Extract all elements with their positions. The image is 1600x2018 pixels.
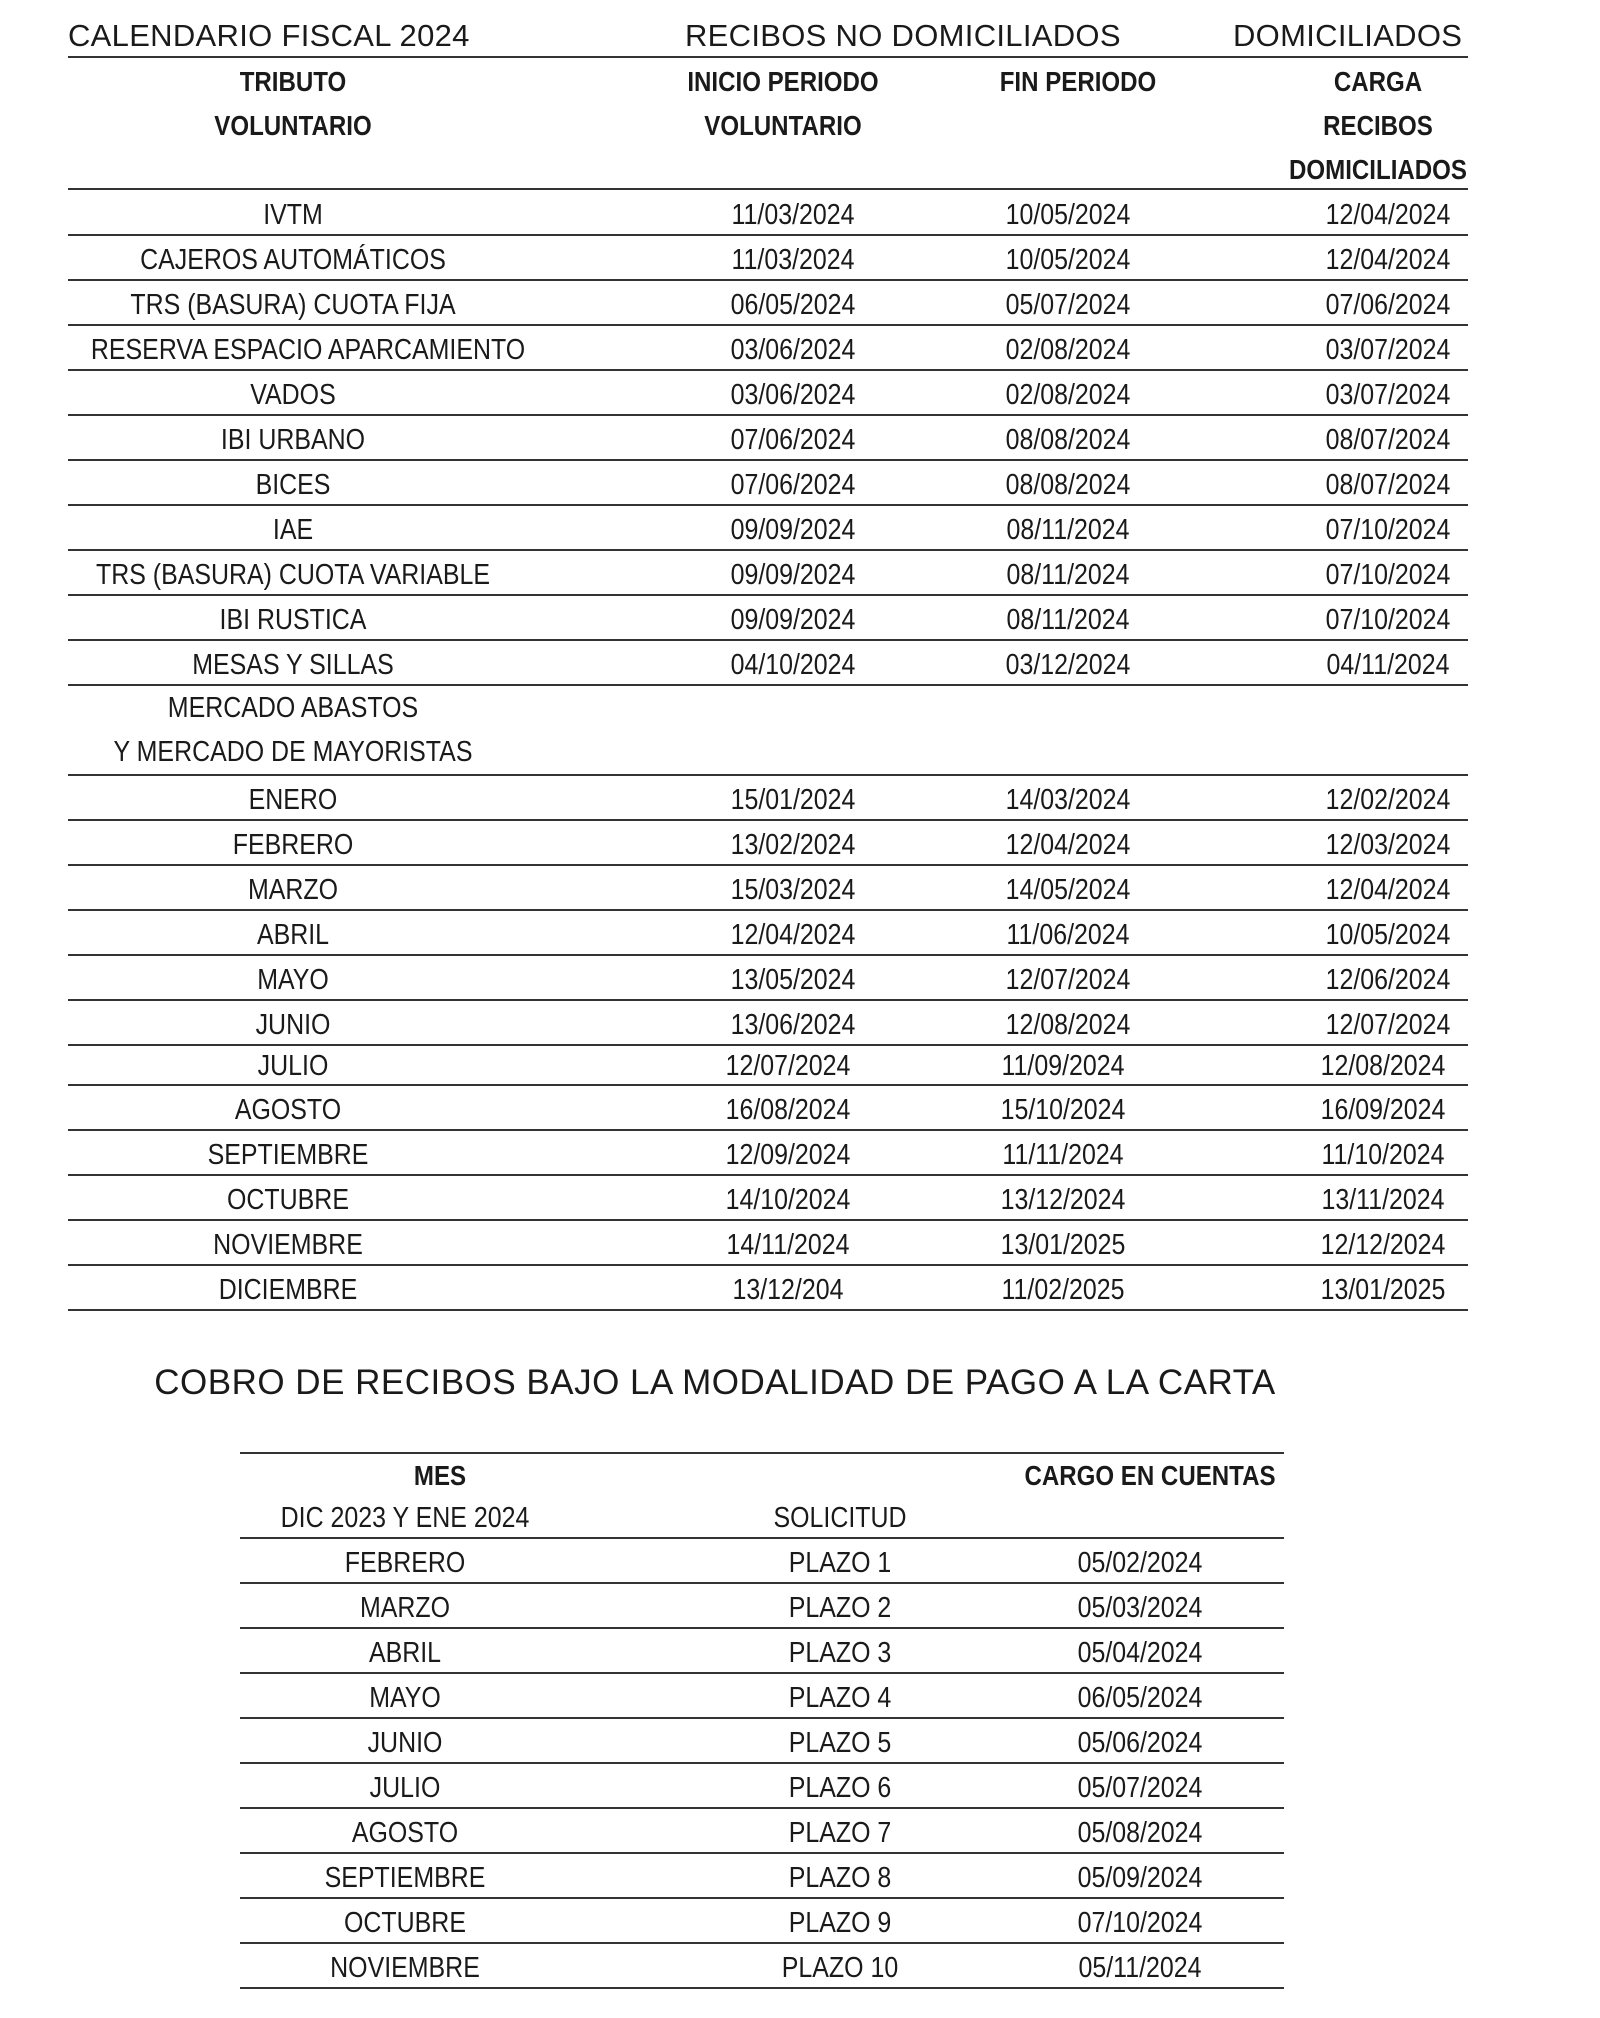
- table-row: [68, 506, 1468, 551]
- plazo-label: PLAZO 7: [788, 1817, 892, 1849]
- table-row: [68, 641, 1468, 686]
- tributo-cell: CAJEROS AUTOMÁTICOS: [140, 244, 446, 276]
- fin-cell: 08/11/2024: [1006, 604, 1130, 636]
- month-row: [68, 1266, 1468, 1311]
- carga-cell: 07/06/2024: [1325, 289, 1451, 321]
- tributo-cell: MESAS Y SILLAS: [192, 649, 394, 681]
- fin-cell: 03/12/2024: [1005, 649, 1131, 681]
- header-fin: [949, 60, 1207, 104]
- month-row: [68, 1046, 1468, 1086]
- mercado-heading-row: [68, 686, 1468, 776]
- header-tributo-line1: TRIBUTO: [239, 66, 347, 97]
- inicio-cell: 04/10/2024: [730, 649, 856, 681]
- mes-cell: DICIEMBRE: [218, 1274, 358, 1306]
- inicio-cell: 11/03/2024: [731, 244, 855, 276]
- no-domiciliados-heading: RECIBOS NO DOMICILIADOS: [685, 18, 1121, 53]
- plazo-mes: SEPTIEMBRE: [324, 1862, 486, 1894]
- carga-cell: 12/03/2024: [1325, 829, 1451, 861]
- plazo-row: [240, 1719, 1284, 1764]
- carga-cell: 12/02/2024: [1325, 784, 1451, 816]
- inicio-cell: 12/07/2024: [725, 1050, 851, 1082]
- fin-cell: 13/01/2025: [1000, 1229, 1126, 1261]
- plazo-label: PLAZO 1: [788, 1547, 892, 1579]
- inicio-cell: 15/01/2024: [730, 784, 856, 816]
- fin-cell: 05/07/2024: [1005, 289, 1131, 321]
- mes-cell: OCTUBRE: [227, 1184, 349, 1216]
- plazo-cargo: 05/11/2024: [1078, 1952, 1202, 1984]
- plazo-cargo: 05/07/2024: [1077, 1772, 1203, 1804]
- mes-cell: JULIO: [257, 1050, 329, 1082]
- plazo-cargo: 05/08/2024: [1077, 1817, 1203, 1849]
- plazo-label: PLAZO 8: [788, 1862, 892, 1894]
- plazo-label: PLAZO 5: [788, 1727, 892, 1759]
- pago-carta-title-text: COBRO DE RECIBOS BAJO LA MODALIDAD DE PAGO A LA CARTA: [154, 1363, 1276, 1402]
- mes-cell: ENERO: [248, 784, 338, 816]
- mercado-heading: [91, 686, 495, 774]
- header-tributo-line2: VOLUNTARIO: [214, 110, 372, 141]
- header-inicio-line1: INICIO PERIODO: [687, 66, 879, 97]
- fin-cell: 10/05/2024: [1005, 244, 1131, 276]
- header-cargo: CARGO EN CUENTAS: [1024, 1460, 1276, 1491]
- plazo-label: PLAZO 2: [788, 1592, 892, 1624]
- fin-cell: 14/03/2024: [1005, 784, 1131, 816]
- plazo-mes: AGOSTO: [351, 1817, 459, 1849]
- fin-cell: 08/11/2024: [1006, 559, 1130, 591]
- tributo-cell: IAE: [272, 514, 314, 546]
- carga-cell: 12/07/2024: [1325, 1009, 1451, 1041]
- header-inicio: [641, 60, 925, 148]
- calendar-header: [68, 14, 1468, 58]
- inicio-cell: 13/05/2024: [730, 964, 856, 996]
- month-row: [68, 1131, 1468, 1176]
- plazo-row: [240, 1539, 1284, 1584]
- plazo-label: PLAZO 10: [781, 1952, 899, 1984]
- calendar-title: CALENDARIO FISCAL 2024: [68, 18, 470, 53]
- inicio-cell: 13/02/2024: [730, 829, 856, 861]
- inicio-cell: 06/05/2024: [730, 289, 856, 321]
- mes-cell: FEBRERO: [232, 829, 354, 861]
- fin-cell: 13/12/2024: [1000, 1184, 1126, 1216]
- fin-cell: 11/11/2024: [1002, 1139, 1124, 1171]
- plazo-label: PLAZO 3: [788, 1637, 892, 1669]
- plazo-cargo: 05/02/2024: [1077, 1547, 1203, 1579]
- inicio-cell: 11/03/2024: [731, 199, 855, 231]
- plazo-mes: MARZO: [359, 1592, 451, 1624]
- table-row: [68, 236, 1468, 281]
- inicio-cell: 09/09/2024: [730, 559, 856, 591]
- fin-cell: 12/04/2024: [1005, 829, 1131, 861]
- header-fin-line1: FIN PERIODO: [999, 66, 1157, 97]
- carga-cell: 07/10/2024: [1325, 559, 1451, 591]
- fin-cell: 08/08/2024: [1005, 424, 1131, 456]
- month-row: [68, 1086, 1468, 1131]
- carga-cell: 12/04/2024: [1325, 874, 1451, 906]
- fin-cell: 15/10/2024: [1000, 1094, 1126, 1126]
- fin-cell: 14/05/2024: [1005, 874, 1131, 906]
- mes-cell: MAYO: [257, 964, 329, 996]
- carga-cell: 11/10/2024: [1321, 1139, 1445, 1171]
- inicio-cell: 07/06/2024: [730, 424, 856, 456]
- pago-carta-header: [240, 1454, 1284, 1494]
- carga-cell: 12/04/2024: [1325, 244, 1451, 276]
- plazo-row: [240, 1854, 1284, 1899]
- plazo-cargo: 05/06/2024: [1077, 1727, 1203, 1759]
- solicitud-label: SOLICITUD: [773, 1502, 907, 1534]
- inicio-cell: 14/10/2024: [725, 1184, 851, 1216]
- carga-cell: 08/07/2024: [1325, 469, 1451, 501]
- plazo-cargo: 05/09/2024: [1077, 1862, 1203, 1894]
- fin-cell: 08/08/2024: [1005, 469, 1131, 501]
- tributo-cell: TRS (BASURA) CUOTA FIJA: [130, 289, 456, 321]
- plazo-mes: FEBRERO: [344, 1547, 466, 1579]
- plazo-row: [240, 1944, 1284, 1989]
- plazo-mes: MAYO: [369, 1682, 441, 1714]
- carga-cell: 12/04/2024: [1325, 199, 1451, 231]
- fiscal-table: [68, 191, 1468, 1311]
- plazo-label: PLAZO 4: [788, 1682, 892, 1714]
- inicio-cell: 03/06/2024: [730, 334, 856, 366]
- carga-cell: 16/09/2024: [1320, 1094, 1446, 1126]
- mes-cell: ABRIL: [256, 919, 330, 951]
- month-row: [68, 1001, 1468, 1046]
- header-carga: [1249, 60, 1507, 192]
- header-carga-line2: RECIBOS: [1323, 110, 1433, 141]
- plazo-mes: JULIO: [369, 1772, 441, 1804]
- header-inicio-line2: VOLUNTARIO: [704, 110, 862, 141]
- plazo-cargo: 05/04/2024: [1077, 1637, 1203, 1669]
- fin-cell: 11/09/2024: [1001, 1050, 1125, 1082]
- inicio-cell: 14/11/2024: [726, 1229, 850, 1261]
- header-carga-line1: CARGA: [1333, 66, 1423, 97]
- inicio-cell: 09/09/2024: [730, 514, 856, 546]
- fin-cell: 10/05/2024: [1005, 199, 1131, 231]
- month-row: [68, 1176, 1468, 1221]
- plazo-row: [240, 1764, 1284, 1809]
- plazo-row: [240, 1809, 1284, 1854]
- mes-cell: MARZO: [247, 874, 339, 906]
- plazo-row: [240, 1629, 1284, 1674]
- inicio-cell: 07/06/2024: [730, 469, 856, 501]
- month-row: [68, 821, 1468, 866]
- domiciliados-heading: DOMICILIADOS: [1233, 18, 1463, 53]
- carga-cell: 10/05/2024: [1325, 919, 1451, 951]
- inicio-cell: 13/12/204: [732, 1274, 844, 1306]
- tributo-cell: IBI URBANO: [220, 424, 366, 456]
- carga-cell: 07/10/2024: [1325, 604, 1451, 636]
- fin-cell: 02/08/2024: [1005, 334, 1131, 366]
- table-row: [68, 326, 1468, 371]
- mes-cell: SEPTIEMBRE: [207, 1139, 369, 1171]
- tributo-cell: BICES: [255, 469, 331, 501]
- carga-cell: 12/06/2024: [1325, 964, 1451, 996]
- plazo-cargo: 05/03/2024: [1077, 1592, 1203, 1624]
- table-row: [68, 371, 1468, 416]
- plazo-label: PLAZO 9: [788, 1907, 892, 1939]
- fin-cell: 12/08/2024: [1005, 1009, 1131, 1041]
- month-row: [68, 911, 1468, 956]
- carga-cell: 12/12/2024: [1320, 1229, 1446, 1261]
- mes-cell: AGOSTO: [234, 1094, 342, 1126]
- table-row: [68, 191, 1468, 236]
- pago-carta-title: [0, 1363, 1600, 1403]
- plazo-label: PLAZO 6: [788, 1772, 892, 1804]
- fin-cell: 11/06/2024: [1006, 919, 1130, 951]
- header-mes: MES: [413, 1460, 467, 1491]
- pago-carta-table: [240, 1452, 1284, 1989]
- carga-cell: 13/01/2025: [1320, 1274, 1446, 1306]
- tributo-cell: IVTM: [263, 199, 323, 231]
- fin-cell: 12/07/2024: [1005, 964, 1131, 996]
- plazo-cargo: 06/05/2024: [1077, 1682, 1203, 1714]
- month-row: [68, 866, 1468, 911]
- plazo-row: [240, 1899, 1284, 1944]
- column-headers: [68, 58, 1468, 190]
- plazo-cargo: 07/10/2024: [1077, 1907, 1203, 1939]
- inicio-cell: 09/09/2024: [730, 604, 856, 636]
- carga-cell: 03/07/2024: [1325, 334, 1451, 366]
- fin-cell: 11/02/2025: [1001, 1274, 1125, 1306]
- tributo-cell: VADOS: [250, 379, 336, 411]
- carga-cell: 08/07/2024: [1325, 424, 1451, 456]
- plazo-mes: JUNIO: [367, 1727, 443, 1759]
- inicio-cell: 12/09/2024: [725, 1139, 851, 1171]
- plazo-row: [240, 1674, 1284, 1719]
- month-row: [68, 1221, 1468, 1266]
- mercado-line1: MERCADO ABASTOS: [167, 692, 419, 724]
- solicitud-row: [240, 1494, 1284, 1539]
- tributo-cell: IBI RUSTICA: [219, 604, 367, 636]
- inicio-cell: 15/03/2024: [730, 874, 856, 906]
- carga-cell: 03/07/2024: [1325, 379, 1451, 411]
- table-row: [68, 551, 1468, 596]
- carga-cell: 07/10/2024: [1325, 514, 1451, 546]
- table-row: [68, 596, 1468, 641]
- tributo-cell: TRS (BASURA) CUOTA VARIABLE: [95, 559, 491, 591]
- inicio-cell: 16/08/2024: [725, 1094, 851, 1126]
- mercado-line2: Y MERCADO DE MAYORISTAS: [113, 736, 473, 768]
- fin-cell: 02/08/2024: [1005, 379, 1131, 411]
- carga-cell: 12/08/2024: [1320, 1050, 1446, 1082]
- month-row: [68, 776, 1468, 821]
- carga-cell: 04/11/2024: [1326, 649, 1450, 681]
- inicio-cell: 13/06/2024: [730, 1009, 856, 1041]
- plazo-mes: OCTUBRE: [344, 1907, 466, 1939]
- header-tributo: [100, 60, 487, 148]
- table-row: [68, 281, 1468, 326]
- mes-cell: NOVIEMBRE: [213, 1229, 363, 1261]
- table-row: [68, 416, 1468, 461]
- header-carga-line3: DOMICILIADOS: [1289, 154, 1467, 185]
- inicio-cell: 12/04/2024: [730, 919, 856, 951]
- inicio-cell: 03/06/2024: [730, 379, 856, 411]
- plazo-row: [240, 1584, 1284, 1629]
- plazo-mes: NOVIEMBRE: [330, 1952, 480, 1984]
- mes-cell: JUNIO: [255, 1009, 331, 1041]
- month-row: [68, 956, 1468, 1001]
- tributo-cell: RESERVA ESPACIO APARCAMIENTO: [90, 334, 526, 366]
- fin-cell: 08/11/2024: [1006, 514, 1130, 546]
- table-row: [68, 461, 1468, 506]
- carga-cell: 13/11/2024: [1321, 1184, 1445, 1216]
- solicitud-mes: DIC 2023 Y ENE 2024: [280, 1502, 530, 1534]
- plazo-mes: ABRIL: [368, 1637, 442, 1669]
